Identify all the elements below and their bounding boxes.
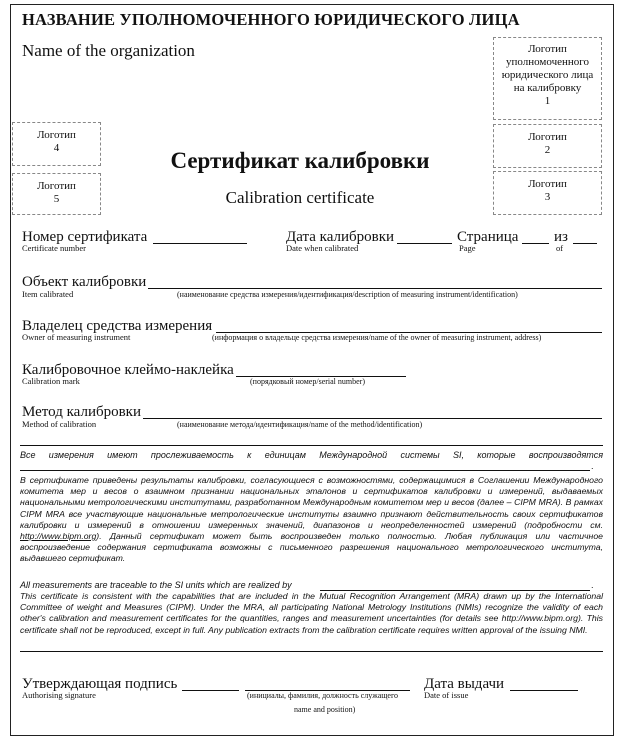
date-calibrated-label-en: Date when calibrated xyxy=(286,243,359,253)
traceability-ru-dot: . xyxy=(591,461,594,471)
logo-1 xyxy=(493,37,602,120)
logo-2-number: 2 xyxy=(544,144,551,156)
divider-bottom xyxy=(20,651,603,652)
logo-1-label: Логотип уполномоченного юридического лица на калибровку xyxy=(501,43,594,94)
traceability-ru-line[interactable] xyxy=(20,470,590,471)
signature-label: Утверждающая подпись xyxy=(22,676,178,692)
logo-2-label: Логотип xyxy=(528,131,567,143)
certificate-subtitle: Calibration certificate xyxy=(225,188,375,207)
paragraph-ru-part1: В сертификате приведены результаты калибровки, согласующиеся с возможностями, содержащимися в Соглашении Международного комитета мер и весов о взаимном признании национальных эталонов и сертификатов калибровки и измерений, выдаваемых национальными метрологическими институтами, разработанном Международным комитетом мер и весов (далее – CIPM MRA). В рамках CIPM MRA все участвующие национальные метрологические институты взаимно признают действительность своих сертификатов калибровки и измерений в отношении измеренных значений, диапазонов и неопределенностей измерений (подробности см. xyxy=(20,475,603,530)
item-label: Объект калибровки xyxy=(22,274,147,290)
signature-label-en: Authorising signature xyxy=(22,690,96,700)
signatory-hint-2: name and position) xyxy=(294,705,356,714)
traceability-en-dot: . xyxy=(591,580,594,590)
logo-3-label: Логотип xyxy=(528,178,567,190)
logo-5-number: 5 xyxy=(53,193,60,205)
organization-title: НАЗВАНИЕ УПОЛНОМОЧЕННОГО ЮРИДИЧЕСКОГО ЛИЦА xyxy=(22,10,520,29)
page-line[interactable] xyxy=(522,243,549,244)
paragraph-en: This certificate is consistent with the capabilities that are included in the Mutual Recognition Arrangement (MRA) drawn up by the International Committee of weight and Measures (CIPM). Under the MRA, all participating National Metrology Institutions (NMIs) recognize the validity of each other's calibration and measurement certificates for the quantities, ranges and measurement uncertainties (for details see http://www.bipm.org). This certificate shall not be reproduced, except in full. Any publication extracts from the calibration certificate requires written approval of the issuing NMI. xyxy=(20,591,603,635)
bipm-link-ru[interactable]: http://www.bipm.org xyxy=(20,531,97,542)
of-label: из xyxy=(554,229,568,245)
date-calibrated-label: Дата калибровки xyxy=(286,229,395,245)
mark-label-en: Calibration mark xyxy=(22,376,80,386)
cert-number-label: Номер сертификата xyxy=(22,229,148,245)
owner-label: Владелец средства измерения xyxy=(22,318,213,334)
of-line[interactable] xyxy=(573,243,597,244)
logo-3 xyxy=(493,171,602,215)
logo-5-label: Логотип xyxy=(37,180,76,192)
paragraph-ru-part2: ). Данный сертификат может быть воспроизведен только полностью. Любая публикация или частичное воспроизведение содержания сертификата возможны с письменного разрешения национального метрологического института, выдавшего сертификат. xyxy=(20,531,603,564)
paragraph-ru xyxy=(20,475,603,565)
issue-date-label: Дата выдачи xyxy=(424,676,505,692)
item-line[interactable] xyxy=(148,288,602,289)
owner-hint: (информация о владельце средства измерения/name of the owner of measuring instrument, address) xyxy=(212,333,542,342)
logo-5 xyxy=(12,173,101,215)
page-label-en: Page xyxy=(459,243,476,253)
logo-4-number: 4 xyxy=(53,142,60,154)
traceability-en: All measurements are traceable to the SI units which are realized by xyxy=(20,580,292,590)
logo-1-number: 1 xyxy=(544,95,551,107)
logo-2 xyxy=(493,124,602,168)
page-label: Страница xyxy=(457,229,519,245)
method-hint: (наименование метода/идентификация/name of the method/identification) xyxy=(177,420,423,429)
date-calibrated-line[interactable] xyxy=(397,243,452,244)
mark-label: Калибровочное клеймо-наклейка xyxy=(22,362,234,378)
method-line[interactable] xyxy=(143,418,602,419)
logo-3-number: 3 xyxy=(544,191,551,203)
divider-top xyxy=(20,445,603,446)
mark-hint: (порядковый номер/serial number) xyxy=(250,377,365,386)
issue-date-line[interactable] xyxy=(510,690,578,691)
cert-number-label-en: Certificate number xyxy=(22,243,86,253)
logo-4-label: Логотип xyxy=(37,129,76,141)
issue-date-label-en: Date of issue xyxy=(424,690,469,700)
of-label-en: of xyxy=(556,243,564,253)
certificate-title: Сертификат калибровки xyxy=(170,148,430,173)
organization-name: Name of the organization xyxy=(22,41,195,60)
traceability-ru: Все измерения имеют прослеживаемость к единицам Международной системы SI, которые воспроизводятся xyxy=(20,450,603,460)
method-label: Метод калибровки xyxy=(22,404,141,420)
logo-4 xyxy=(12,122,101,166)
cert-number-line[interactable] xyxy=(153,243,247,244)
method-label-en: Method of calibration xyxy=(22,419,97,429)
owner-label-en: Owner of measuring instrument xyxy=(22,332,131,342)
signature-line[interactable] xyxy=(182,690,239,691)
signatory-hint: (инициалы, фамилия, должность служащего xyxy=(247,691,399,700)
item-hint: (наименование средства измерения/идентификация/description of measuring instrument/identification) xyxy=(177,290,518,299)
item-label-en: Item calibrated xyxy=(22,289,74,299)
